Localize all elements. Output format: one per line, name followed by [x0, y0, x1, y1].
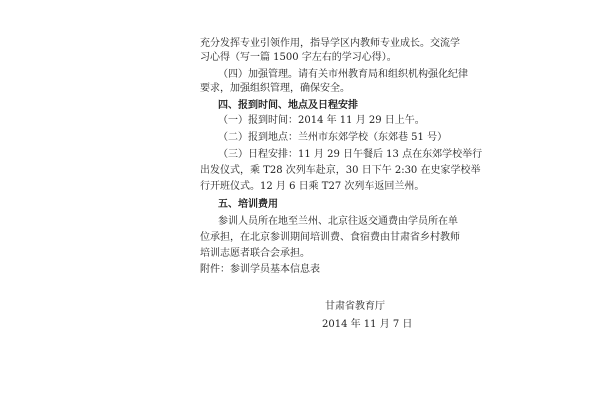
attachment-line: 附件：参训学员基本信息表 [200, 264, 320, 275]
schedule-line-3: 行开班仪式。12 月 6 日乘 T27 次列车返回兰州。 [200, 181, 425, 192]
text-line-2: 习心得（写一篇 1500 字左右的学习心得）。 [200, 52, 397, 63]
report-location-line: （二）报到地点：兰州市东郊学校（东郊巷 51 号） [218, 132, 448, 143]
section-heading-schedule: 四、报到时间、地点及日程安排 [218, 100, 358, 111]
signature-date: 2014 年 11 月 7 日 [322, 319, 413, 330]
section-four-item-line-2: 要求，加强组织管理，确保安全。 [200, 83, 350, 94]
schedule-line-1: （三）日程安排：11 月 29 日午餐后 13 点在东郊学校举行 [218, 149, 483, 160]
text-line-1: 充分发挥专业引领作用，指导学区内教师专业成长。交流学 [200, 38, 460, 49]
report-time-line: （一）报到时间：2014 年 11 月 29 日上午。 [218, 115, 425, 126]
section-four-item-line-1: （四）加强管理。请有关市州教育局和组织机构强化纪律 [218, 69, 468, 80]
signature-organization: 甘肃省教育厅 [325, 301, 385, 312]
schedule-line-2: 出发仪式，乘 T28 次列车赴京，30 日下午 2:30 在史家学校举 [200, 165, 481, 176]
section-heading-fees: 五、培训费用 [218, 199, 278, 210]
fees-line-3: 培训志愿者联合会承担。 [200, 248, 310, 259]
fees-line-1: 参训人员所在地至兰州、北京往返交通费由学员所在单 [218, 216, 458, 227]
fees-line-2: 位承担，在北京参训期间培训费、食宿费由甘肃省乡村教师 [200, 232, 460, 243]
